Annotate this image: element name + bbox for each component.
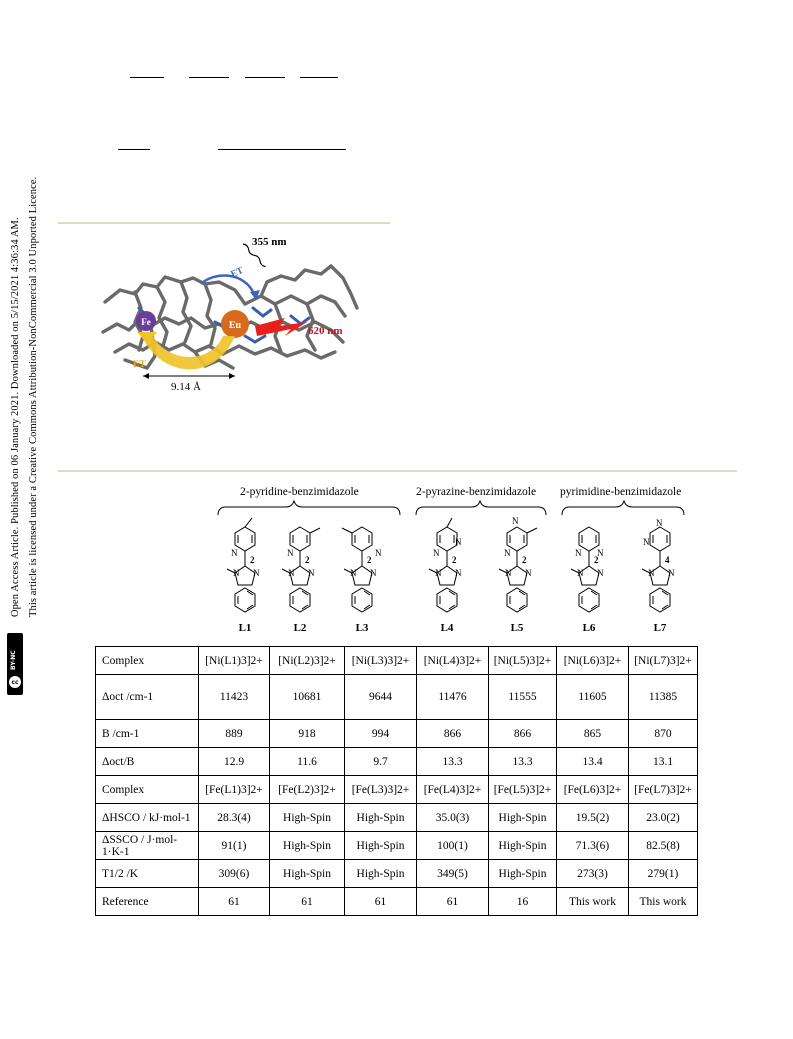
group-label-pyridine: 2-pyridine-benzimidazole	[240, 486, 359, 498]
table-cell: [Ni(L7)3]2+	[629, 647, 698, 675]
table-cell: This work	[557, 888, 629, 916]
table-cell: 61	[270, 888, 345, 916]
table-cell: 889	[199, 720, 270, 748]
license-line-2: This article is licensed under a Creative Commons Attribution-NonCommercial 3.0 Unported Licence.	[28, 176, 39, 617]
table-cell: [Fe(L7)3]2+	[629, 776, 698, 804]
row-label: ΔHSCO / kJ·mol-1	[96, 804, 199, 832]
distance-label: 9.14 Å	[171, 381, 201, 393]
table-cell: High-Spin	[489, 832, 557, 860]
table-cell: 279(1)	[629, 860, 698, 888]
table-cell: 19.5(2)	[557, 804, 629, 832]
ligand-label-l1: L1	[238, 622, 252, 634]
table-cell: 866	[489, 720, 557, 748]
table-cell: High-Spin	[270, 860, 345, 888]
ligand-label-l6: L6	[582, 622, 596, 634]
table-cell: [Ni(L2)3]2+	[270, 647, 345, 675]
table-cell: High-Spin	[489, 860, 557, 888]
table-row	[96, 647, 698, 675]
svg-text:N: N	[231, 548, 238, 558]
excitation-wavelength: 355 nm	[252, 236, 287, 248]
svg-text:N: N	[375, 548, 382, 558]
table-cell: [Ni(L3)3]2+	[345, 647, 417, 675]
table-row	[96, 860, 698, 888]
table-cell: 273(3)	[557, 860, 629, 888]
table-cell: 9.7	[345, 748, 417, 776]
license-line-1: Open Access Article. Published on 06 January 2021. Downloaded on 5/15/2021 4:36:34 AM.	[10, 217, 21, 617]
table-cell: 11385	[629, 675, 698, 720]
table-row	[96, 776, 698, 804]
position-number: 2	[367, 555, 372, 565]
table-cell: 870	[629, 720, 698, 748]
table-cell: 13.4	[557, 748, 629, 776]
table-cell: 13.1	[629, 748, 698, 776]
table-cell: 349(5)	[417, 860, 489, 888]
et-label-bottom: ET	[133, 360, 146, 370]
ligand-label-l7: L7	[653, 622, 667, 634]
table-cell: High-Spin	[489, 804, 557, 832]
table-cell: 11605	[557, 675, 629, 720]
position-number: 4	[665, 555, 670, 565]
row-label: Complex	[96, 647, 199, 675]
table-cell: 28.3(4)	[199, 804, 270, 832]
svg-text:N: N	[455, 537, 462, 547]
table-cell: 11476	[417, 675, 489, 720]
ligand-l1	[227, 518, 260, 612]
table-cell: [Ni(L4)3]2+	[417, 647, 489, 675]
svg-text:N: N	[504, 548, 511, 558]
table-cell: 10681	[270, 675, 345, 720]
table-cell: 82.5(8)	[629, 832, 698, 860]
table-cell: High-Spin	[270, 804, 345, 832]
svg-text:N: N	[643, 537, 650, 547]
row-label: Complex	[96, 776, 199, 804]
table-cell: [Ni(L1)3]2+	[199, 647, 270, 675]
group-label-pyrazine: 2-pyrazine-benzimidazole	[416, 486, 537, 498]
svg-text:N: N	[433, 548, 440, 558]
table-cell: [Fe(L5)3]2+	[489, 776, 557, 804]
table-cell: 309(6)	[199, 860, 270, 888]
svg-text:N: N	[575, 548, 582, 558]
table-cell: 866	[417, 720, 489, 748]
svg-text:N: N	[287, 548, 294, 558]
table-cell: 91(1)	[199, 832, 270, 860]
table-row	[96, 675, 698, 720]
position-number: 2	[452, 555, 457, 565]
table-row	[96, 720, 698, 748]
table-cell: High-Spin	[345, 804, 417, 832]
table-cell: 918	[270, 720, 345, 748]
ligand-label-l3: L3	[355, 622, 369, 634]
ligand-l6	[571, 527, 604, 612]
table-cell: 994	[345, 720, 417, 748]
row-label: Δoct/B	[96, 748, 199, 776]
row-label: Δoct /cm-1	[96, 675, 199, 720]
row-label: ΔSSCO / J·mol-1·K-1	[96, 832, 199, 860]
ligand-l7	[642, 518, 675, 612]
table-cell: [Fe(L3)3]2+	[345, 776, 417, 804]
group-label-pyrimidine: pyrimidine-benzimidazole	[560, 486, 682, 498]
table-cell: [Fe(L4)3]2+	[417, 776, 489, 804]
table-cell: [Fe(L2)3]2+	[270, 776, 345, 804]
table-cell: 865	[557, 720, 629, 748]
emission-wavelength: 620 nm	[308, 325, 343, 337]
et-label-top: ET	[229, 265, 246, 281]
table-cell: 16	[489, 888, 557, 916]
table-cell: This work	[629, 888, 698, 916]
table-cell: 11423	[199, 675, 270, 720]
table-row	[96, 888, 698, 916]
table-cell: 61	[199, 888, 270, 916]
table-cell: High-Spin	[270, 832, 345, 860]
table-cell: 61	[417, 888, 489, 916]
table-cell: High-Spin	[345, 832, 417, 860]
table-cell: 9644	[345, 675, 417, 720]
table-row	[96, 804, 698, 832]
position-number: 2	[250, 555, 255, 565]
svg-text:N: N	[656, 518, 663, 528]
position-number: 2	[305, 555, 310, 565]
table-row	[96, 748, 698, 776]
row-label: Reference	[96, 888, 199, 916]
fe-label: Fe	[141, 317, 151, 327]
table-cell: [Fe(L6)3]2+	[557, 776, 629, 804]
table-cell: [Ni(L5)3]2+	[489, 647, 557, 675]
table-cell: 11.6	[270, 748, 345, 776]
table-cell: High-Spin	[345, 860, 417, 888]
table-cell: 11555	[489, 675, 557, 720]
cc-license-badge[interactable]	[7, 633, 23, 695]
eu-label: Eu	[228, 320, 242, 331]
ligand-label-l2: L2	[293, 622, 307, 634]
table-cell: [Fe(L1)3]2+	[199, 776, 270, 804]
properties-table	[95, 646, 698, 916]
table-cell: 13.3	[489, 748, 557, 776]
position-number: 2	[522, 555, 527, 565]
table-cell: 100(1)	[417, 832, 489, 860]
ligand-l3	[342, 527, 382, 612]
table-cell: 35.0(3)	[417, 804, 489, 832]
table-cell: [Ni(L6)3]2+	[557, 647, 629, 675]
table-cell: 23.0(2)	[629, 804, 698, 832]
table-cell: 61	[345, 888, 417, 916]
table-cell: 12.9	[199, 748, 270, 776]
ligand-label-l5: L5	[510, 622, 524, 634]
ligand-l4	[429, 518, 462, 612]
svg-text:N: N	[597, 548, 604, 558]
row-label: B /cm-1	[96, 720, 199, 748]
ligand-label-l4: L4	[440, 622, 454, 634]
row-label: T1/2 /K	[96, 860, 199, 888]
badge-text: BY-NC	[10, 650, 17, 670]
svg-text:N: N	[512, 516, 519, 526]
table-cell: 71.3(6)	[557, 832, 629, 860]
table-cell: 13.3	[417, 748, 489, 776]
position-number: 2	[594, 555, 599, 565]
cc-icon: cc	[9, 676, 21, 688]
ligand-l2	[282, 527, 320, 612]
ligand-l5	[499, 516, 537, 612]
table-row	[96, 832, 698, 860]
ligand-structures: N N N N N N N N N N N N	[0, 0, 793, 640]
